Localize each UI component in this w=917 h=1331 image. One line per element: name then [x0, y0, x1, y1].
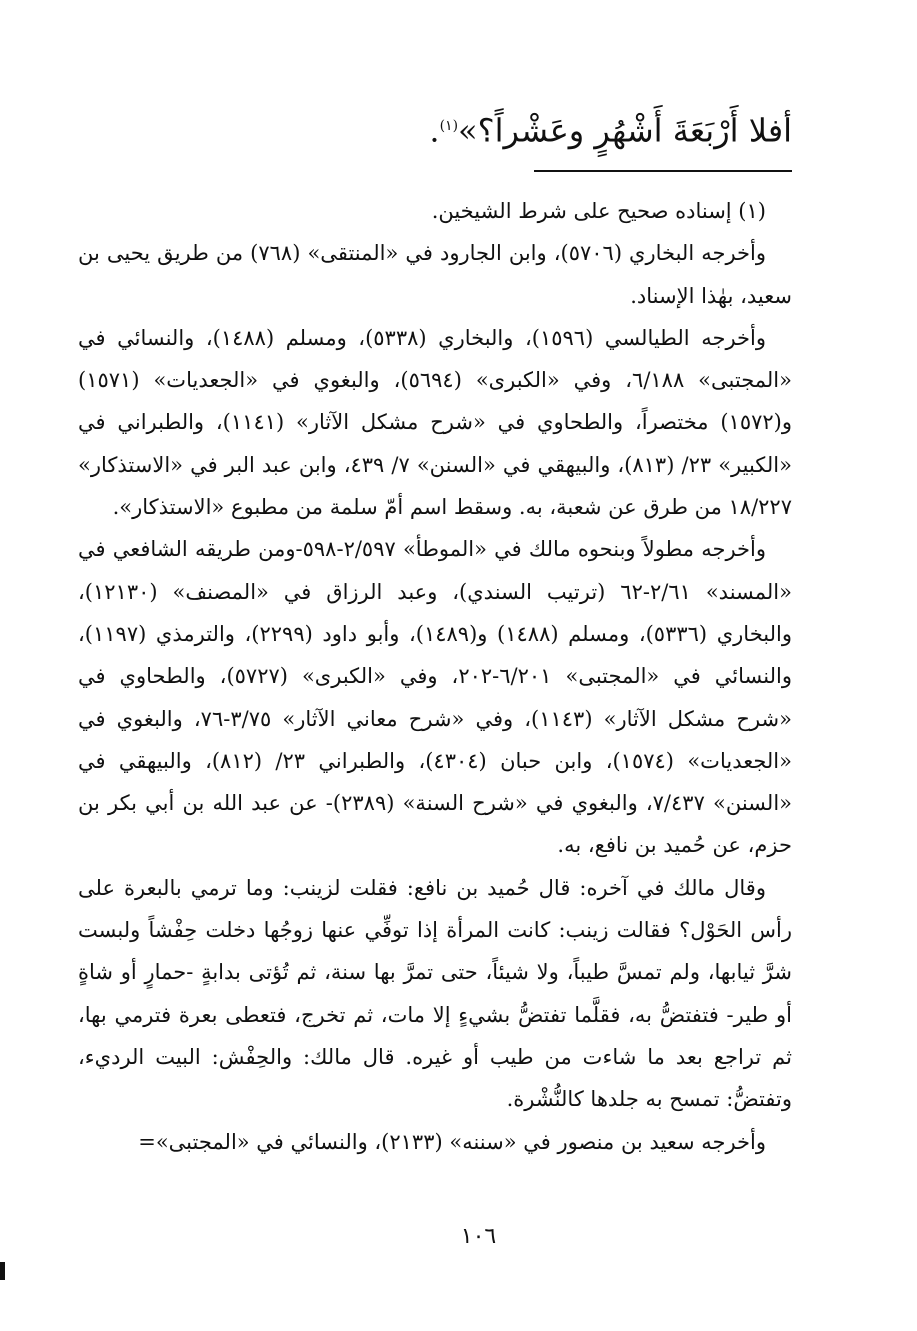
footnote-paragraph: وقال مالك في آخره: قال حُميد بن نافع: فقلت لزينب: وما ترمي بالبعرة على رأس الحَوْل؟ فقالت زينب: كانت المرأة إذا توفِّي عنها زوجُها دخلت حِفْشاً ولبست شرَّ ثيابها، ولم تمسَّ طيباً، ولا شيئاً، حتى تمرَّ بها سنة، ثم تُؤتى بدابةٍ -حمارٍ أو شاةٍ أو طير- فتفتضُّ به، فقلَّما تفتضُّ بشيءٍ إلا مات، ثم تخرج، فتعطى بعرة فترمي بها، ثم تراجع بعد ما شاءت من طيب أو غيره. قال مالك: والحِفْش: البيت الرديء، وتفتضُّ: تمسح به جلدها كالنُّشْرة.: [78, 875, 792, 1112]
footnote-paragraph: وأخرجه البخاري (٥٧٠٦)، وابن الجارود في «المنتقى» (٧٦٨) من طريق يحيى بن سعيد، بهٰذا الإسناد.: [78, 241, 792, 308]
footnote-paragraph: (١) إسناده صحيح على شرط الشيخين.: [431, 199, 766, 223]
footnote-separator: [534, 170, 792, 172]
footnote-reference: (١): [439, 118, 459, 134]
footnote-paragraph: وأخرجه مطولاً وبنحوه مالك في «الموطأ» ٢/٥٩٧-٥٩٨-ومن طريقه الشافعي في «المسند» ٢/٦١-٦٢ (ترتيب السندي)، وعبد الرزاق في «المصنف» (١٢١٣٠)، والبخاري (٥٣٣٦)، ومسلم (١٤٨٨) و(١٤٨٩)، وأبو داود (٢٢٩٩)، والترمذي (١١٩٧)، والنسائي في «المجتبى» ٦/٢٠١-٢٠٢، وفي «الكبرى» (٥٧٢٧)، والطحاوي في «شرح مشكل الآثار» (١١٤٣)، وفي «شرح معاني الآثار» ٣/٧٥-٧٦، والبغوي في «الجعديات» (١٥٧٤)، وابن حبان (٤٣٠٤)، والطبراني ٢٣/ (٨١٢)، والبيهقي في «السنن» ٧/٤٣٧، والبغوي في «شرح السنة» (٢٣٨٩)- عن عبد الله بن أبي بكر بن حزم، عن حُميد بن نافع، به.: [78, 537, 793, 858]
footnotes-section: [78, 190, 792, 1163]
page-number: ١٠٦: [460, 1224, 497, 1249]
main-text-end: .: [429, 111, 440, 150]
scan-edge-mark: [0, 1262, 5, 1280]
main-text-line: [60, 100, 792, 157]
footnote-paragraph: وأخرجه الطيالسي (١٥٩٦)، والبخاري (٥٣٣٨)، ومسلم (١٤٨٨)، والنسائي في «المجتبى» ٦/١٨٨، وفي «الكبرى» (٥٦٩٤)، والبغوي في «الجعديات» (١٥٧١) و(١٥٧٢) مختصراً، والطحاوي في «شرح مشكل الآثار» (١١٤١)، والطبراني في «الكبير» ٢٣/ (٨١٣)، والبيهقي في «السنن» ٧/ ٤٣٩، وابن عبد البر في «الاستذكار» ١٨/٢٢٧ من طرق عن شعبة، به. وسقط اسم أمّ سلمة من مطبوع «الاستذكار».: [78, 325, 793, 520]
main-text: أفلا أَرْبَعَةَ أَشْهُرٍ وعَشْراً؟»: [458, 111, 792, 150]
footnote-paragraph: وأخرجه سعيد بن منصور في «سننه» (٢١٣٣)، والنسائي في «المجتبى»=: [138, 1129, 766, 1154]
